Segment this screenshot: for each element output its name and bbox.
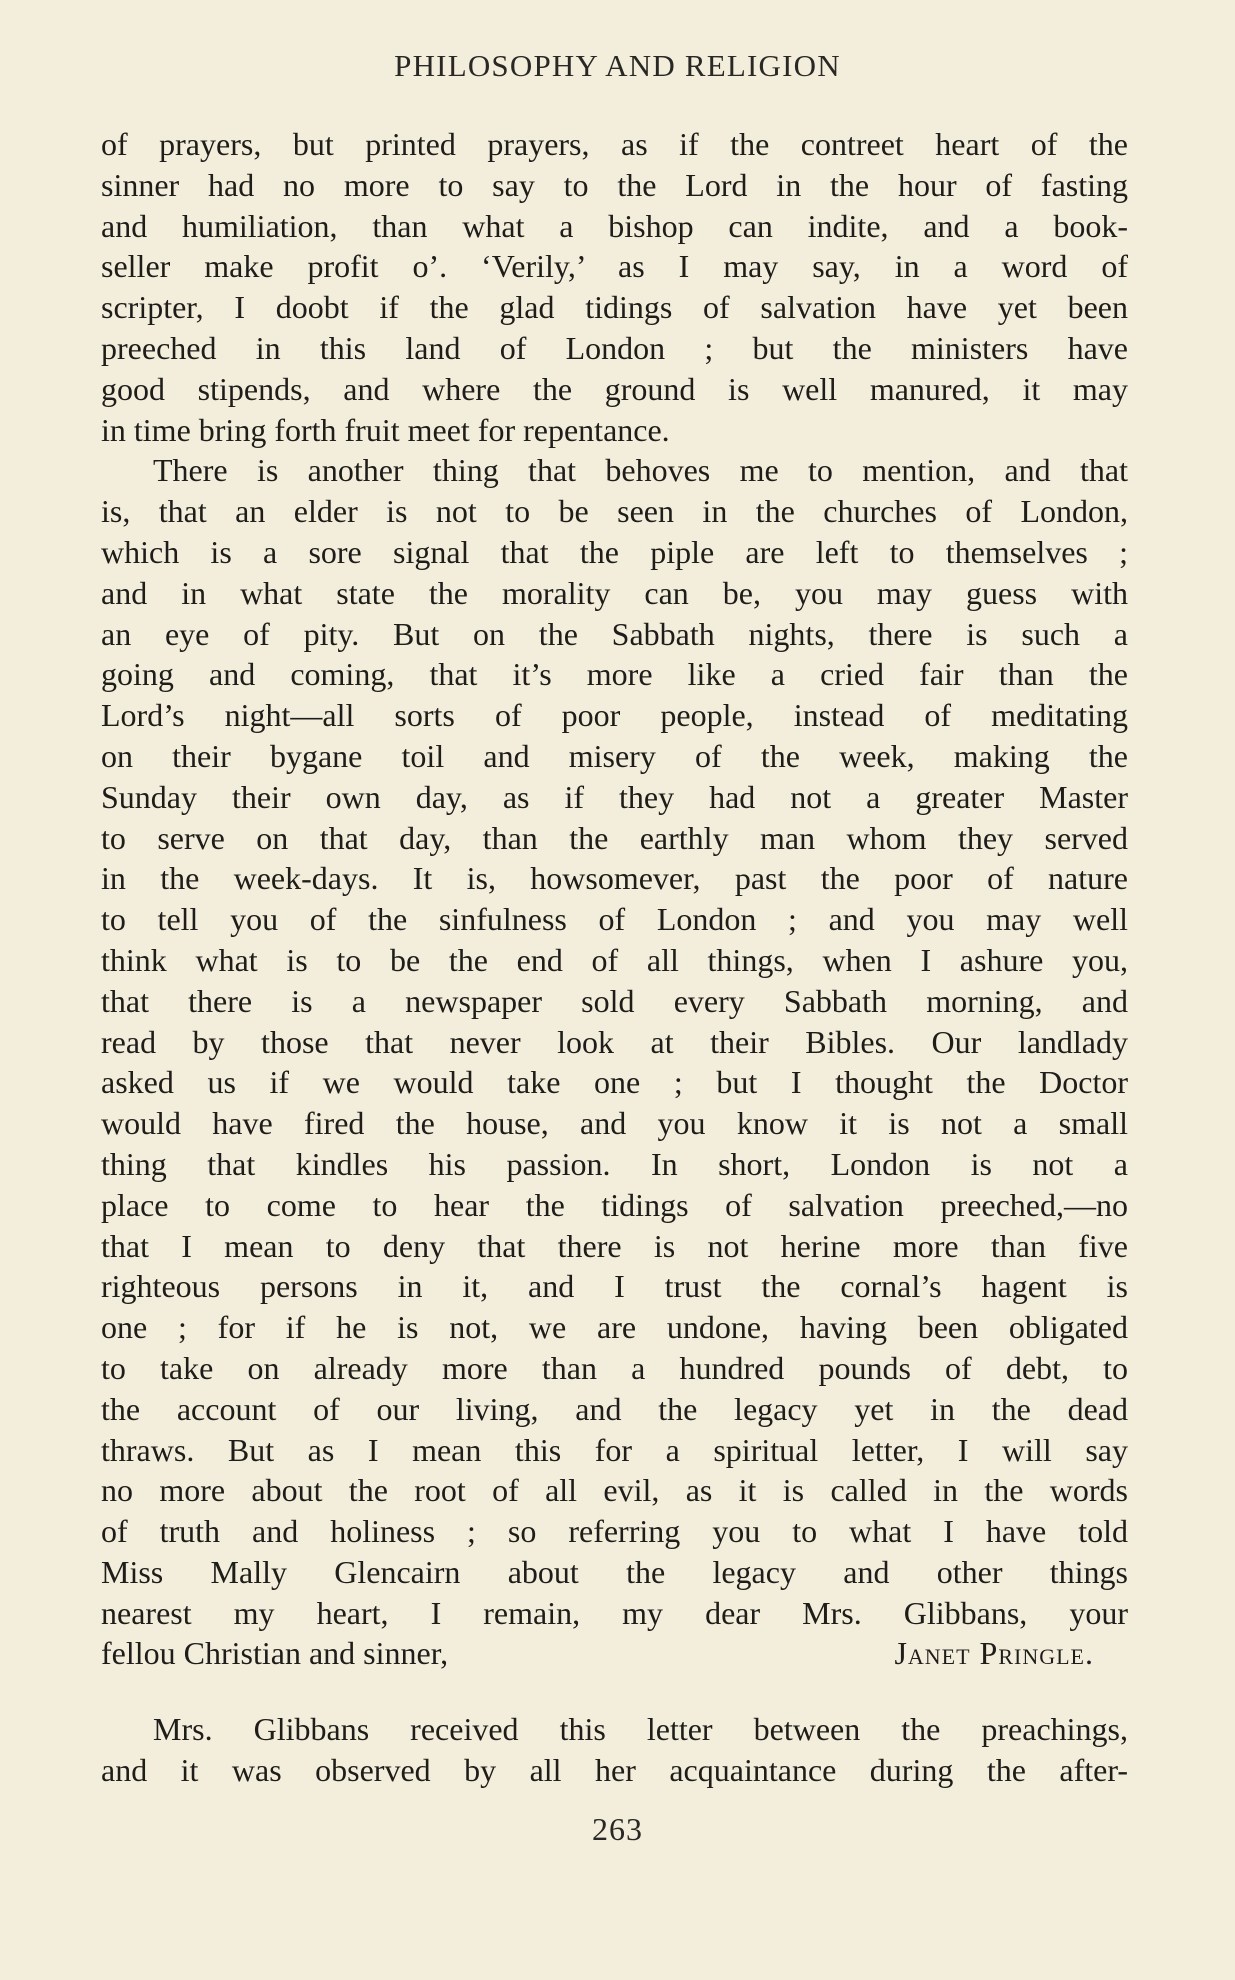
- text-line: Sunday their own day, as if they had not a greater Master: [101, 778, 1128, 815]
- text-line: to serve on that day, than the earthly man whom they served: [101, 819, 1128, 856]
- paragraph-gap: [101, 1674, 1128, 1709]
- text-line: an eye of pity. But on the Sabbath nights, there is such a: [101, 615, 1128, 652]
- text-line: to take on already more than a hundred pounds of debt, to: [101, 1349, 1128, 1386]
- closing-phrase: fellou Christian and sinner,: [101, 1635, 449, 1672]
- text-line: read by those that never look at their Bibles. Our landlady: [101, 1023, 1128, 1060]
- page-number: 263: [592, 1811, 643, 1847]
- text-line: on their bygane toil and misery of the week, making the: [101, 737, 1128, 774]
- text-line: There is another thing that behoves me to mention, and that: [153, 452, 1128, 489]
- text-line: nearest my heart, I remain, my dear Mrs. Glibbans, your: [101, 1594, 1128, 1631]
- text-line: and humiliation, than what a bishop can indite, and a book-: [101, 207, 1128, 244]
- text-line: one ; for if he is not, we are undone, having been obligated: [101, 1309, 1128, 1346]
- letter-closing: [101, 1633, 1128, 1674]
- text-line: scripter, I doobt if the glad tidings of salvation have yet been: [101, 289, 1128, 326]
- text-line: Mrs. Glibbans received this letter between the preachings,: [153, 1711, 1128, 1748]
- text-line: preeched in this land of London ; but the ministers have: [101, 329, 1128, 366]
- text-line: righteous persons in it, and I trust the cornal’s hagent is: [101, 1268, 1128, 1305]
- text-line: think what is to be the end of all things, when I ashure you,: [101, 941, 1128, 978]
- text-line: of prayers, but printed prayers, as if the contreet heart of the: [101, 126, 1128, 162]
- text-line: which is a sore signal that the piple are left to themselves ;: [101, 533, 1128, 570]
- paragraph-2: [101, 450, 1128, 1674]
- page-body: [101, 124, 1128, 1791]
- signature-name: Janet Pringle.: [894, 1635, 1094, 1672]
- text-line: no more about the root of all evil, as it is called in the words: [101, 1472, 1128, 1509]
- paragraph-1: [101, 124, 1128, 450]
- text-line: good stipends, and where the ground is well manured, it may: [101, 370, 1128, 407]
- text-line: Miss Mally Glencairn about the legacy and other things: [101, 1553, 1128, 1590]
- text-line: that there is a newspaper sold every Sabbath morning, and: [101, 982, 1128, 1019]
- text-line: and in what state the morality can be, you may guess with: [101, 574, 1128, 611]
- text-line: of truth and holiness ; so referring you to what I have told: [101, 1513, 1128, 1550]
- paragraph-3: [101, 1709, 1128, 1791]
- text-line: the account of our living, and the legacy yet in the dead: [101, 1390, 1128, 1427]
- text-line: to tell you of the sinfulness of London ; and you may well: [101, 901, 1128, 938]
- running-header: PHILOSOPHY AND RELIGION: [394, 48, 841, 83]
- text-line: is, that an elder is not to be seen in the churches of London,: [101, 493, 1128, 530]
- text-line: that I mean to deny that there is not herine more than five: [101, 1227, 1128, 1264]
- text-line: thing that kindles his passion. In short, London is not a: [101, 1145, 1128, 1182]
- text-line: thraws. But as I mean this for a spiritual letter, I will say: [101, 1431, 1128, 1468]
- text-line: asked us if we would take one ; but I thought the Doctor: [101, 1064, 1128, 1101]
- text-line: in time bring forth fruit meet for repentance.: [101, 411, 670, 448]
- text-line: seller make profit o’. ‘Verily,’ as I may say, in a word of: [101, 248, 1128, 285]
- text-line: Lord’s night—all sorts of poor people, instead of meditating: [101, 697, 1128, 734]
- text-line: would have fired the house, and you know it is not a small: [101, 1105, 1128, 1142]
- text-line: and it was observed by all her acquaintance during the after-: [101, 1752, 1128, 1789]
- text-line: going and coming, that it’s more like a cried fair than the: [101, 656, 1128, 693]
- text-line: sinner had no more to say to the Lord in the hour of fasting: [101, 166, 1128, 203]
- text-line: place to come to hear the tidings of salvation preeched,—no: [101, 1186, 1128, 1223]
- text-line: in the week-days. It is, howsomever, past the poor of nature: [101, 860, 1128, 897]
